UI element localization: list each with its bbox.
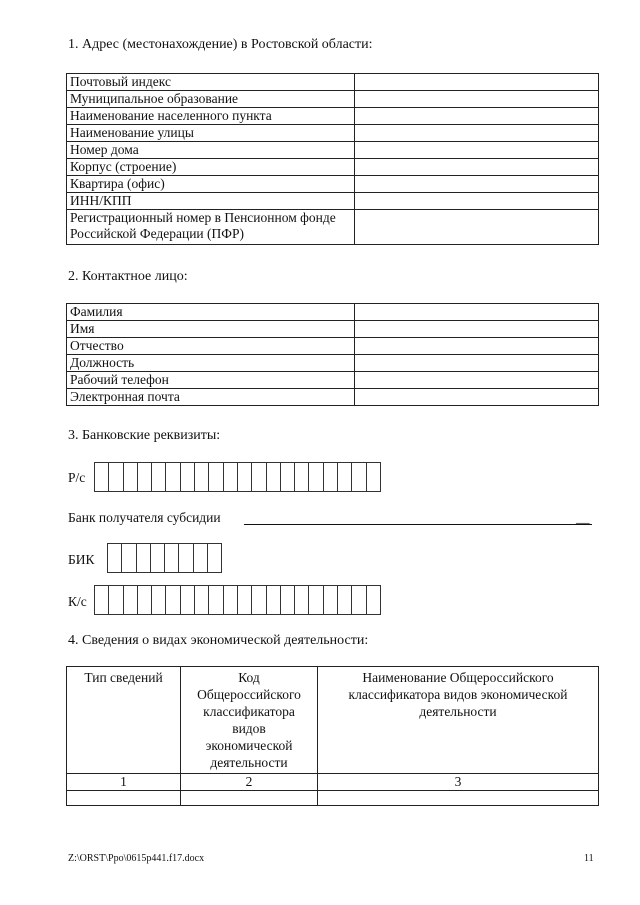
- table-row: [67, 321, 599, 338]
- table-row: [67, 210, 599, 245]
- digit-cell[interactable]: [308, 585, 322, 615]
- section-4-heading: 4. Сведения о видах экономической деятельности:: [68, 633, 369, 648]
- bik-cells[interactable]: [107, 543, 222, 573]
- digit-cell[interactable]: [280, 585, 294, 615]
- digit-cell[interactable]: [178, 543, 192, 573]
- table-row: [67, 125, 599, 142]
- okved-name-cell[interactable]: [318, 791, 599, 806]
- building-field[interactable]: [355, 159, 599, 176]
- page-number: 11: [584, 853, 594, 864]
- row-label: Фамилия: [67, 304, 355, 321]
- row-label: Наименование населенного пункта: [67, 108, 355, 125]
- bank-label: Банк получателя субсидии: [68, 510, 221, 525]
- digit-cell[interactable]: [107, 543, 121, 573]
- row-label: Номер дома: [67, 142, 355, 159]
- ks-label: К/с: [68, 594, 87, 609]
- row-label: Наименование улицы: [67, 125, 355, 142]
- digit-cell[interactable]: [280, 462, 294, 492]
- table-row: [67, 74, 599, 91]
- digit-cell[interactable]: [194, 462, 208, 492]
- digit-cell[interactable]: [121, 543, 135, 573]
- digit-cell[interactable]: [180, 462, 194, 492]
- bank-name-line[interactable]: [244, 524, 592, 525]
- inn-kpp-field[interactable]: [355, 193, 599, 210]
- digit-cell[interactable]: [108, 585, 122, 615]
- digit-cell[interactable]: [323, 462, 337, 492]
- digit-cell[interactable]: [180, 585, 194, 615]
- row-label: Регистрационный номер в Пенсионном фонде Российской Федерации (ПФР): [67, 210, 355, 245]
- digit-cell[interactable]: [164, 543, 178, 573]
- first-name-field[interactable]: [355, 321, 599, 338]
- digit-cell[interactable]: [137, 462, 151, 492]
- digit-cell[interactable]: [208, 462, 222, 492]
- table-header-row: [67, 667, 599, 774]
- settlement-field[interactable]: [355, 108, 599, 125]
- bik-label: БИК: [68, 552, 95, 567]
- digit-cell[interactable]: [94, 462, 108, 492]
- contact-table: [66, 303, 599, 406]
- digit-cell[interactable]: [323, 585, 337, 615]
- digit-cell[interactable]: [351, 585, 365, 615]
- house-number-field[interactable]: [355, 142, 599, 159]
- digit-cell[interactable]: [294, 585, 308, 615]
- apartment-field[interactable]: [355, 176, 599, 193]
- digit-cell[interactable]: [108, 462, 122, 492]
- row-label: Квартира (офис): [67, 176, 355, 193]
- table-row: [67, 355, 599, 372]
- digit-cell[interactable]: [251, 585, 265, 615]
- table-row: [67, 91, 599, 108]
- rs-account-cells[interactable]: [94, 462, 381, 492]
- header-okved-name: Наименование Общероссийского классификатора видов экономической деятельности: [318, 667, 599, 774]
- email-field[interactable]: [355, 389, 599, 406]
- municipality-field[interactable]: [355, 91, 599, 108]
- table-row: [67, 791, 599, 806]
- column-number: 1: [67, 774, 181, 791]
- row-label: Почтовый индекс: [67, 74, 355, 91]
- digit-cell[interactable]: [194, 585, 208, 615]
- ks-account-cells[interactable]: [94, 585, 381, 615]
- digit-cell[interactable]: [207, 543, 222, 573]
- digit-cell[interactable]: [308, 462, 322, 492]
- digit-cell[interactable]: [137, 585, 151, 615]
- surname-field[interactable]: [355, 304, 599, 321]
- digit-cell[interactable]: [237, 585, 251, 615]
- table-row: [67, 159, 599, 176]
- digit-cell[interactable]: [237, 462, 251, 492]
- patronymic-field[interactable]: [355, 338, 599, 355]
- row-label: Электронная почта: [67, 389, 355, 406]
- digit-cell[interactable]: [337, 585, 351, 615]
- section-2-heading: 2. Контактное лицо:: [68, 269, 188, 284]
- digit-cell[interactable]: [123, 585, 137, 615]
- digit-cell[interactable]: [266, 462, 280, 492]
- section-3-heading: 3. Банковские реквизиты:: [68, 428, 221, 443]
- bank-suffix: __: [576, 510, 590, 525]
- digit-cell[interactable]: [337, 462, 351, 492]
- digit-cell[interactable]: [251, 462, 265, 492]
- row-label: Корпус (строение): [67, 159, 355, 176]
- street-field[interactable]: [355, 125, 599, 142]
- table-row: [67, 372, 599, 389]
- digit-cell[interactable]: [165, 462, 179, 492]
- pfr-number-field[interactable]: [355, 210, 599, 245]
- digit-cell[interactable]: [223, 462, 237, 492]
- table-row: [67, 338, 599, 355]
- digit-cell[interactable]: [136, 543, 150, 573]
- table-number-row: [67, 774, 599, 791]
- table-row: [67, 142, 599, 159]
- table-row: [67, 304, 599, 321]
- digit-cell[interactable]: [151, 585, 165, 615]
- digit-cell[interactable]: [165, 585, 179, 615]
- rs-label: Р/с: [68, 470, 86, 485]
- row-label: Муниципальное образование: [67, 91, 355, 108]
- digit-cell[interactable]: [208, 585, 222, 615]
- okved-table: [66, 666, 599, 806]
- digit-cell[interactable]: [366, 462, 381, 492]
- table-row: [67, 176, 599, 193]
- header-info-type: Тип сведений: [67, 667, 181, 774]
- table-row: [67, 108, 599, 125]
- digit-cell[interactable]: [151, 462, 165, 492]
- digit-cell[interactable]: [351, 462, 365, 492]
- position-field[interactable]: [355, 355, 599, 372]
- table-row: [67, 193, 599, 210]
- digit-cell[interactable]: [150, 543, 164, 573]
- row-label: Рабочий телефон: [67, 372, 355, 389]
- digit-cell[interactable]: [193, 543, 207, 573]
- header-okved-code: Код Общероссийского классификатора видов экономической деятельности: [181, 667, 318, 774]
- row-label: Имя: [67, 321, 355, 338]
- column-number: 2: [181, 774, 318, 791]
- digit-cell[interactable]: [366, 585, 381, 615]
- digit-cell[interactable]: [223, 585, 237, 615]
- footer-file-path: Z:\ORST\Ppo\0615p441.f17.docx: [68, 853, 205, 864]
- column-number: 3: [318, 774, 599, 791]
- info-type-cell[interactable]: [67, 791, 181, 806]
- section-1-heading: 1. Адрес (местонахождение) в Ростовской области:: [68, 37, 373, 52]
- digit-cell[interactable]: [266, 585, 280, 615]
- row-label: Отчество: [67, 338, 355, 355]
- address-table: [66, 73, 599, 245]
- digit-cell[interactable]: [94, 585, 108, 615]
- postal-code-field[interactable]: [355, 74, 599, 91]
- digit-cell[interactable]: [123, 462, 137, 492]
- table-row: [67, 389, 599, 406]
- okved-code-cell[interactable]: [181, 791, 318, 806]
- row-label: Должность: [67, 355, 355, 372]
- work-phone-field[interactable]: [355, 372, 599, 389]
- digit-cell[interactable]: [294, 462, 308, 492]
- row-label: ИНН/КПП: [67, 193, 355, 210]
